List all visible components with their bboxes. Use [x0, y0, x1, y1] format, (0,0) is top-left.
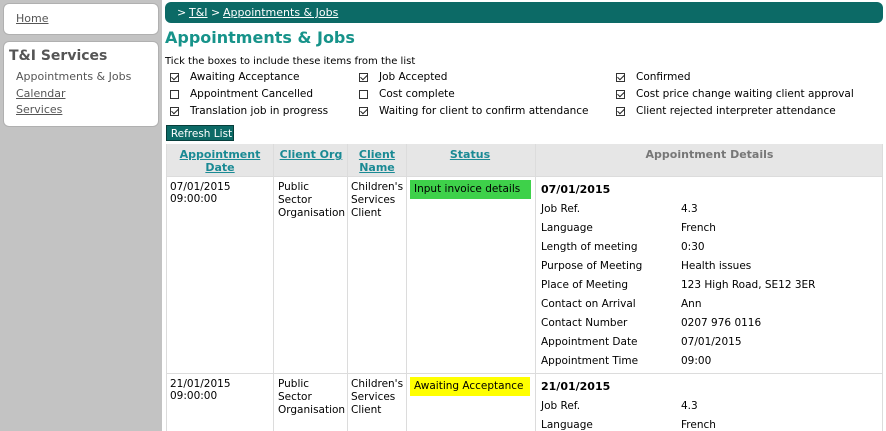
home-link[interactable]: Home: [16, 12, 49, 25]
detail-value: French: [681, 419, 716, 431]
detail-value: Health issues: [681, 260, 752, 272]
filter-checkbox[interactable]: [359, 73, 368, 82]
breadcrumb-appointments-link[interactable]: Appointments & Jobs: [223, 6, 339, 19]
client-name: Client: [351, 404, 382, 416]
table-row[interactable]: [167, 177, 882, 178]
column-divider: [273, 144, 274, 431]
header-text: Appointment: [179, 148, 261, 161]
filter-checkbox[interactable]: [616, 73, 625, 82]
client-name: Client: [351, 207, 382, 219]
detail-label: Length of meeting: [541, 241, 638, 253]
detail-date: 21/01/2015: [541, 380, 611, 393]
services-panel: [3, 41, 159, 127]
detail-label: Language: [541, 222, 593, 234]
detail-label: Purpose of Meeting: [541, 260, 643, 272]
filter-label: Translation job in progress: [190, 105, 329, 117]
detail-value: 0:30: [681, 241, 705, 253]
detail-label: Job Ref.: [541, 400, 581, 412]
filter-checkbox[interactable]: [616, 107, 625, 116]
column-divider: [882, 144, 883, 431]
detail-value: 4.3: [681, 400, 698, 412]
page-title: Appointments & Jobs: [165, 28, 355, 47]
detail-value: 07/01/2015: [681, 336, 742, 348]
client-org: Sector: [278, 194, 312, 206]
sidebar: [0, 0, 162, 431]
detail-label: Appointment Time: [541, 355, 639, 367]
filter-option[interactable]: [170, 105, 328, 117]
filter-checkbox[interactable]: [616, 90, 625, 99]
filter-checkbox[interactable]: [170, 90, 179, 99]
filter-option[interactable]: [616, 71, 691, 83]
filter-checkbox[interactable]: [170, 73, 179, 82]
detail-value: 09:00: [681, 355, 712, 367]
status-badge[interactable]: Input invoice details: [410, 180, 531, 199]
filter-label: Confirmed: [636, 71, 691, 83]
filter-option[interactable]: [359, 88, 455, 100]
filter-option[interactable]: [170, 71, 300, 83]
filter-checkbox[interactable]: [359, 107, 368, 116]
filter-checkbox[interactable]: [359, 90, 368, 99]
client-name: Services: [351, 194, 396, 206]
filter-label: Appointment Cancelled: [190, 88, 314, 100]
client-org: Organisation: [278, 207, 346, 219]
client-name: Services: [351, 391, 396, 403]
appointment-date: 21/01/2015: [170, 378, 231, 390]
detail-value: Ann: [681, 298, 702, 310]
breadcrumb-prefix: >: [177, 6, 187, 19]
client-org: Public: [278, 378, 310, 390]
detail-label: Place of Meeting: [541, 279, 629, 291]
column-divider: [535, 144, 536, 431]
filter-label: Awaiting Acceptance: [190, 71, 300, 83]
detail-label: Job Ref.: [541, 203, 581, 215]
client-org: Organisation: [278, 404, 346, 416]
section-title: T&I Services: [9, 48, 108, 64]
breadcrumb-separator: >: [211, 6, 221, 19]
appointment-date: 07/01/2015: [170, 181, 231, 193]
appointment-time: 09:00:00: [170, 390, 218, 402]
client-org: Sector: [278, 391, 312, 403]
sidebar-item-services[interactable]: Services: [16, 103, 63, 116]
filter-label: Cost price change waiting client approval: [636, 88, 854, 100]
client-org-header[interactable]: Client Org: [279, 148, 343, 161]
detail-value: 4.3: [681, 203, 698, 215]
filter-option[interactable]: [616, 88, 854, 100]
client-org: Public: [278, 181, 310, 193]
breadcrumb: [165, 2, 883, 23]
detail-value: 123 High Road, SE12 3ER: [681, 279, 816, 291]
filter-option[interactable]: [359, 71, 447, 83]
appointment-date-header[interactable]: [170, 148, 270, 174]
filter-label: Client rejected interpreter attendance: [636, 105, 836, 117]
detail-label: Contact on Arrival: [541, 298, 636, 310]
client-name-header[interactable]: [350, 148, 404, 174]
appointment-time: 09:00:00: [170, 193, 218, 205]
home-panel: [3, 3, 159, 35]
column-divider: [347, 144, 348, 431]
client-name: Children's: [351, 378, 404, 390]
detail-date: 07/01/2015: [541, 183, 611, 196]
detail-label: Contact Number: [541, 317, 628, 329]
refresh-list-button[interactable]: Refresh List: [166, 125, 234, 141]
header-text: Client: [358, 148, 396, 161]
filter-checkbox[interactable]: [170, 107, 179, 116]
header-text: Date: [205, 161, 235, 174]
filter-instruction: Tick the boxes to include these items from the list: [165, 56, 416, 67]
client-name: Children's: [351, 181, 404, 193]
sidebar-item-appointments[interactable]: Appointments & Jobs: [16, 70, 132, 83]
detail-value: 0207 976 0116: [681, 317, 762, 329]
column-divider: [406, 144, 407, 431]
detail-label: Appointment Date: [541, 336, 638, 348]
filter-option[interactable]: [359, 105, 589, 117]
detail-label: Language: [541, 419, 593, 431]
filter-option[interactable]: [170, 88, 313, 100]
column-divider: [166, 144, 167, 431]
filter-label: Cost complete: [379, 88, 455, 100]
filter-label: Waiting for client to confirm attendance: [379, 105, 589, 117]
filter-label: Job Accepted: [379, 71, 448, 83]
status-header[interactable]: Status: [449, 148, 491, 161]
table-row[interactable]: [167, 374, 882, 375]
sidebar-item-calendar[interactable]: Calendar: [16, 87, 66, 100]
appointment-details-header: Appointment Details: [645, 148, 774, 161]
breadcrumb-ti-link[interactable]: T&I: [189, 6, 208, 19]
detail-value: French: [681, 222, 716, 234]
status-badge[interactable]: Awaiting Acceptance: [410, 377, 530, 396]
header-text: Name: [359, 161, 395, 174]
filter-option[interactable]: [616, 105, 836, 117]
